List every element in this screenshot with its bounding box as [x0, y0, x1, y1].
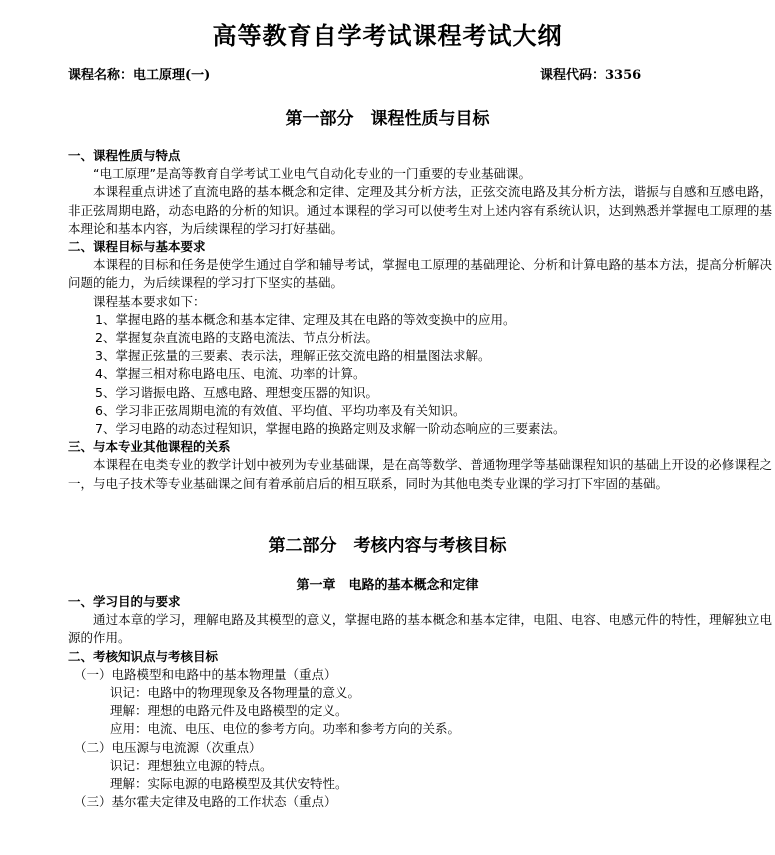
list-item: 2、掌握复杂直流电路的支路电流法、节点分析法。 — [95, 330, 378, 346]
section-heading: 二、课程目标与基本要求 — [68, 239, 206, 255]
list-item: 3、掌握正弦量的三要素、表示法，理解正弦交流电路的相量图法求解。 — [95, 348, 491, 364]
list-item: 理解：实际电源的电路模型及其伏安特性。 — [110, 776, 348, 792]
list-item: 识记：理想独立电源的特点。 — [110, 757, 273, 773]
list-item: 6、学习非正弦周期电流的有效值、平均值、平均功率及有关知识。 — [95, 402, 466, 418]
section-heading: 三、与本专业其他课程的关系 — [68, 439, 231, 455]
list-item: 5、学习谐振电路、互感电路、理想变压器的知识。 — [95, 384, 378, 400]
paragraph: 课程基本要求如下： — [93, 293, 206, 309]
paragraph: 本课程的目标和任务是使学生通过自学和辅导考试，掌握电工原理的基础理论、分析和计算电路的基本方法，提高分析解决问题的能力，为后续课程的学习打下坚实的基础。 — [68, 257, 772, 291]
part2-title: 第二部分 考核内容与考核目标 — [268, 536, 507, 556]
section-heading: 一、课程性质与特点 — [68, 148, 181, 163]
chapter-title: 第一章 电路的基本概念和定律 — [296, 578, 479, 593]
part1-body — [68, 147, 772, 493]
paragraph: “电工原理”是高等教育自学考试工业电气自动化专业的一门重要的专业基础课。 — [93, 166, 531, 182]
chapter1-body — [68, 593, 772, 811]
list-item: 识记：电路中的物理现象及各物理量的意义。 — [110, 685, 361, 701]
course-name: 课程名称：电工原理(一) — [68, 68, 211, 83]
paragraph: 本课程重点讲述了直流电路的基本概念和定律、定理及其分析方法，正弦交流电路及其分析方法，谐振与自感和互感电路，非正弦周期电路，动态电路的分析的知识。通过本课程的学习可以使考生对上述内容有系统认识，达到熟悉并掌握电工原理的基本理论和基本内容，为后续课程的学习打好基础。 — [68, 184, 772, 236]
paragraph: 通过本章的学习，理解电路及其模型的意义，掌握电路的基本概念和基本定律，电阻、电容、电感元件的特性，理解独立电源的作用。 — [68, 612, 772, 646]
paragraph: 本课程在电类专业的教学计划中被列为专业基础课，是在高等数学、普通物理学等基础课程知识的基础上开设的必修课程之一，与电子技术等专业基础课之间有着承前启后的相互联系，同时为其他电类专业课的学习打下牢固的基础。 — [68, 457, 772, 491]
list-item: 应用：电流、电压、电位的参考方向。功率和参考方向的关系。 — [110, 721, 461, 737]
list-item: 理解：理想的电路元件及电路模型的定义。 — [110, 703, 348, 719]
subsection-heading: （三）基尔霍夫定律及电路的工作状态（重点） — [74, 794, 337, 810]
document-title: 高等教育自学考试课程考试大纲 — [212, 21, 563, 50]
part1-title: 第一部分 课程性质与目标 — [285, 109, 490, 129]
subsection-heading: （二）电压源与电流源（次重点） — [74, 739, 262, 755]
list-item: 7、学习电路的动态过程知识，掌握电路的换路定则及求解一阶动态响应的三要素法。 — [95, 421, 566, 437]
course-code: 课程代码：3356 — [540, 68, 642, 83]
section-heading: 一、学习目的与要求 — [68, 594, 181, 609]
list-item: 1、掌握电路的基本概念和基本定律、定理及其在电路的等效变换中的应用。 — [95, 311, 516, 327]
section-heading: 二、考核知识点与考核目标 — [68, 648, 219, 664]
list-item: 4、掌握三相对称电路电压、电流、功率的计算。 — [95, 366, 366, 382]
subsection-heading: （一）电路模型和电路中的基本物理量（重点） — [74, 666, 337, 682]
